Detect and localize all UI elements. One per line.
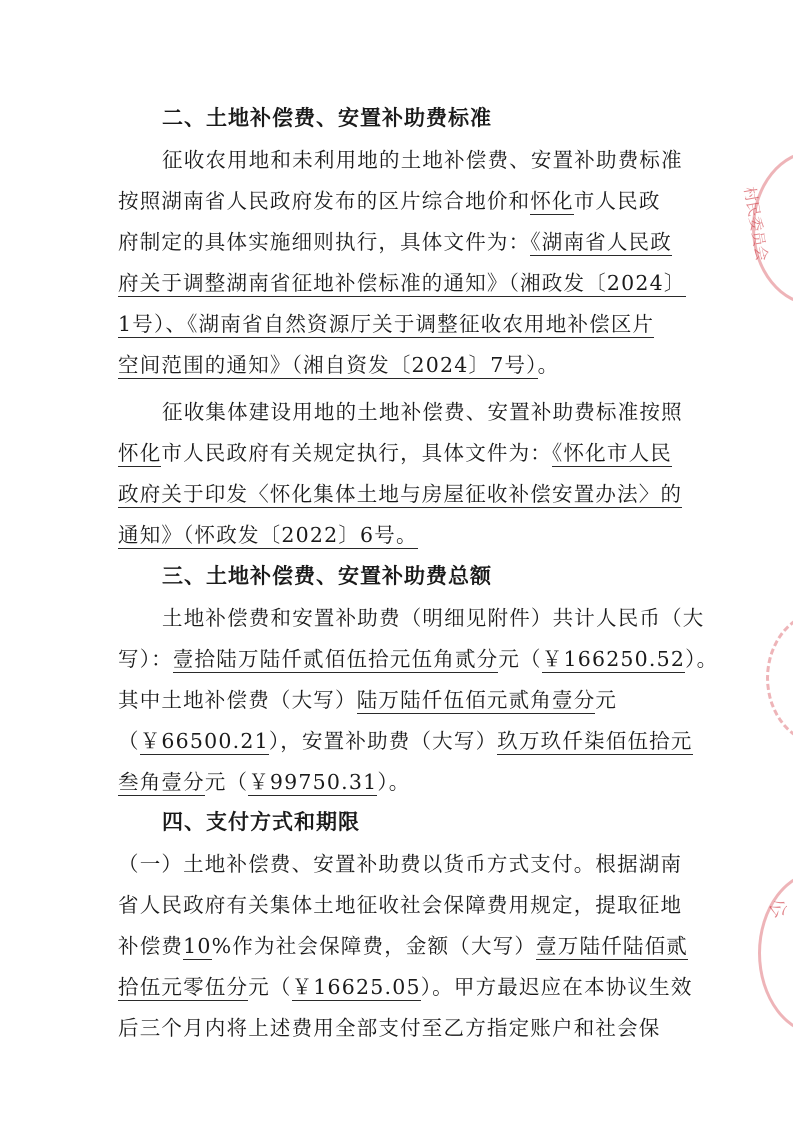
text-span: 。 [537,353,560,377]
amount-in-words: 壹万陆仟陆佰贰 [536,934,688,958]
percentage: 10 [183,934,212,958]
text-span: 写）： [118,647,173,671]
seal-stamp-middle [766,610,793,746]
text-span: 征收集体建设用地的土地补偿费、安置补助费标准按照 [162,400,683,424]
text-line [118,724,693,754]
text-span: （ [118,729,140,753]
text-line [118,348,559,378]
seal-stamp-bottom [758,870,793,1036]
text-line [162,601,705,631]
text-span: 市人民政府有关规定执行，具体文件为： [161,441,553,465]
section-3-title: 三、土地补偿费、安置补助费总额 [162,563,492,588]
text-line [118,970,693,1000]
seal-stamp-top-text: 村民委员会 [740,185,772,263]
section-2-title: 二、土地补偿费、安置补助费标准 [162,105,492,130]
underlined-city: 怀化 [530,189,574,213]
text-span: 市人民政 [573,189,661,213]
text-span: 省人民政府有关集体土地征收社会保障费用规定，提取征地 [118,893,683,917]
underlined-doc-ref: 《湖南省人民政 [530,230,672,254]
text-span: 元（ [498,647,542,671]
text-span: ）。甲方最迟应在本协议生效 [420,975,693,999]
text-span: 土地补偿费和安置补助费（明细见附件）共计人民币（大 [162,606,705,630]
text-line [118,307,654,337]
text-span: ）。 [685,647,719,671]
text-line [118,225,672,255]
text-line [118,683,617,713]
underlined-city: 怀化 [118,441,162,465]
text-line [118,436,672,466]
text-span: 元（ [204,770,249,794]
amount-in-figures: ￥66500.21 [139,729,269,753]
section-4-title: 四、支付方式和期限 [162,809,360,834]
amount-in-words: 拾伍元零伍分 [118,975,249,999]
text-span: 征收农用地和未利用地的土地补偿费、安置补助费标准 [162,148,683,172]
amount-in-words: 玖万玖仟柒佰伍拾元 [497,729,693,753]
amount-in-figures: ￥16625.05 [291,975,421,999]
text-line [162,143,683,173]
amount-in-words: 叁角壹分 [118,770,205,794]
text-line [118,518,418,548]
text-span: 后三个月内将上述费用全部支付至乙方指定账户和社会保 [118,1016,661,1040]
text-line [118,642,718,672]
text-line [118,929,688,959]
text-line [118,1011,661,1041]
text-span: 其中土地补偿费（大写） [118,688,357,712]
underlined-doc-ref: 通知》（怀政发〔2022〕6号。 [118,523,418,547]
text-span: ）。 [377,770,411,794]
text-span: %作为社会保障费，金额（大写） [211,934,537,958]
underlined-doc-ref: 1号）、《湖南省自然资源厅关于调整征收农用地补偿区片 [118,312,655,336]
text-line [162,395,683,425]
underlined-doc-ref: 政府关于印发〈怀化集体土地与房屋征收补偿安置办法〉的 [118,482,683,506]
text-span: 元 [595,688,618,712]
underlined-doc-ref: 府关于调整湖南省征地补偿标准的通知》（湘政发〔2024〕 [118,271,686,295]
text-line [118,765,411,795]
text-span: ），安置补助费（大写） [268,729,498,753]
underlined-doc-ref: 《怀化市人民 [552,441,672,465]
text-span: （一）土地补偿费、安置补助费以货币方式支付。根据湖南 [118,852,683,876]
text-line [118,477,682,507]
text-line [118,888,682,918]
text-span: 元（ [248,975,292,999]
text-span: 府制定的具体实施细则执行，具体文件为： [118,230,531,254]
text-line [118,266,686,296]
seal-stamp-bottom-text: 公 [764,895,792,922]
text-line [118,847,682,877]
amount-in-words: 陆万陆仟伍佰元贰角壹分 [356,688,596,712]
text-line [118,184,661,214]
underlined-doc-ref: 空间范围的通知》（湘自资发〔2024〕7号） [118,353,538,377]
amount-in-figures: ￥99750.31 [248,770,378,794]
amount-in-words: 壹拾陆万陆仟贰佰伍拾元伍角贰分 [172,647,499,671]
text-span: 补偿费 [118,934,184,958]
amount-in-figures: ￥166250.52 [541,647,686,671]
text-span: 按照湖南省人民政府发布的区片综合地价和 [118,189,531,213]
